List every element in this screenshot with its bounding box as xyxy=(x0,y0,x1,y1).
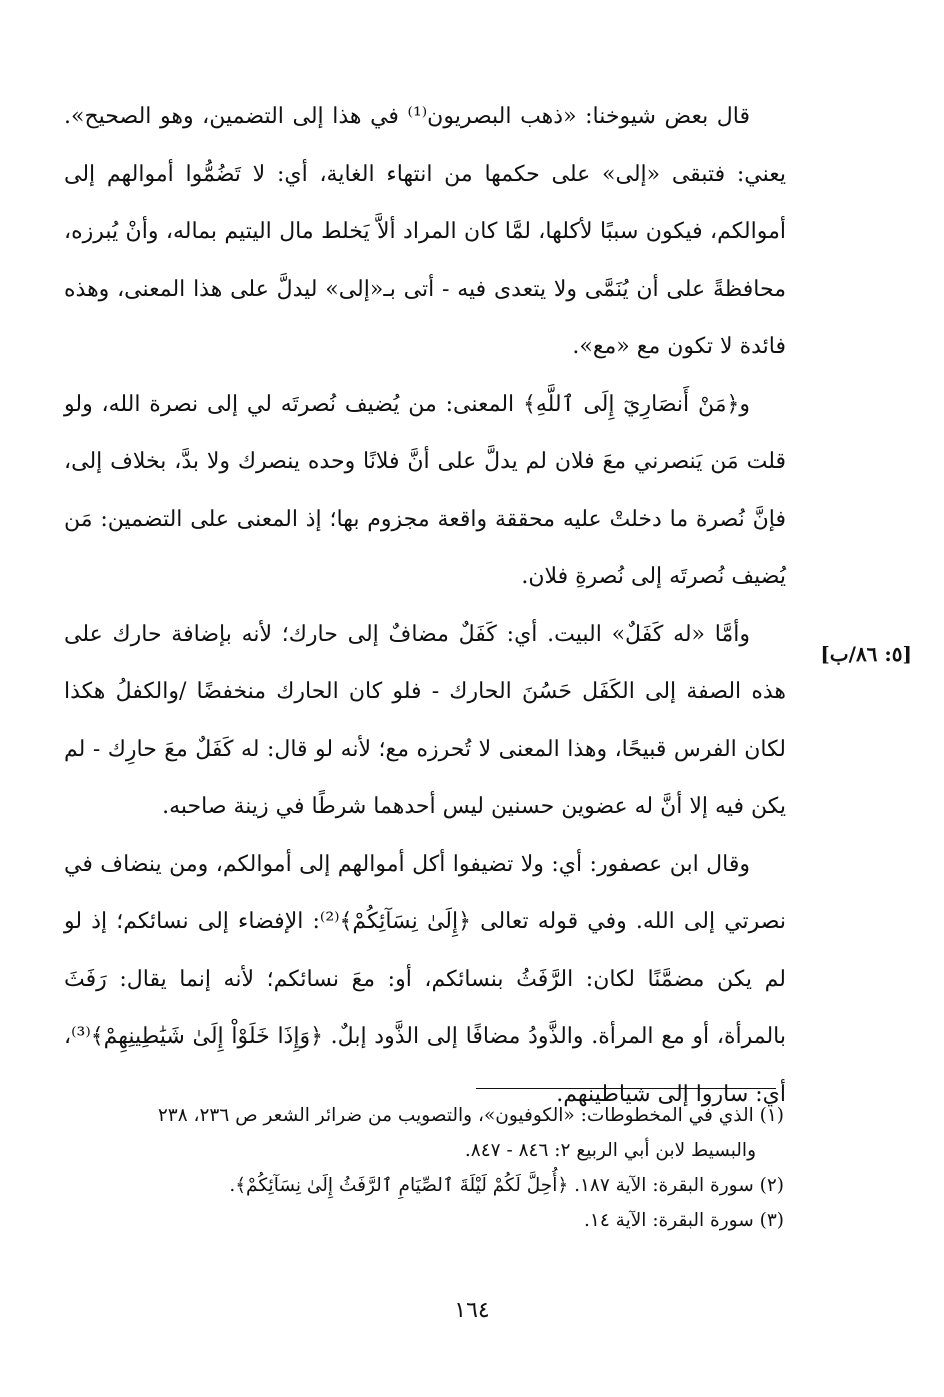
main-text xyxy=(64,88,786,1123)
footnote-3: (٣) سورة البقرة: الآية ١٤. xyxy=(584,1210,784,1231)
footnotes xyxy=(70,1098,784,1238)
margin-note: [٥: ٨٦/ب] xyxy=(820,642,912,666)
page-number: ١٦٤ xyxy=(454,1298,490,1323)
paragraph-2: و﴿مَنْ أَنصَارِيٓ إِلَى ٱللَّهِ﴾ المعنى: من يُضيف نُصرتَه لي إلى نصرة الله، ولو قلت مَن يَنصرني معَ فلان لم يدلَّ على أنَّ فلانًا وحده ينصرك ولا بدَّ، بخلاف إلى، فإنَّ نُصرة ما دخلتْ عليه محققة واقعة مجزوم بها؛ إذ المعنى على التضمين: مَن يُضيف نُصرتَه إلى نُصرةِ فلان. xyxy=(64,391,786,589)
paragraph-3: وأمَّا «له كَفَلٌ» البيت. أي: كَفَلٌ مضافٌ إلى حارك؛ لأنه بإضافة حارك على هذه الصفة إلى الكَفَل حَسُنَ الحارك - فلو كان الحارك منخفضًا /والكفلُ هكذا لكان الفرس قبيحًا، وهذا المعنى لا تُحرزه مع؛ لأنه لو قال: له كَفَلٌ معَ حارِك - لم يكن فيه إلا أنَّ له عضوين حسنين ليس أحدهما شرطًا في زينة صاحبه. xyxy=(64,621,786,819)
paragraph-4: وقال ابن عصفور: أي: ولا تضيفوا أكل أموالهم إلى أموالكم، ومن ينضاف في نصرتي إلى الله. وفي قوله تعالى ﴿إِلَىٰ نِسَآئِكُمْ﴾⁽²⁾: الإفضاء إلى نسائكم؛ إذ لو لم يكن مضمَّنًا لكان: الرَّفَثُ بنسائكم، أو: معَ نسائكم؛ لأنه إنما يقال: رَفَثَ بالمرأة، أو مع المرأة. والذَّودُ مضافًا إلى الذَّود إبلٌ. ﴿وَإِذَا خَلَوْاْ إِلَىٰ شَيَٰطِينِهِمْ﴾⁽³⁾، أي: ساروا إلى شياطينهم. xyxy=(64,851,786,1107)
paragraph-1: قال بعض شيوخنا: «ذهب البصريون⁽¹⁾ في هذا إلى التضمين، وهو الصحيح». يعني: فتبقى «إلى» على حكمها من انتهاء الغاية، أي: لا تَضُمُّوا أموالهم إلى أموالكم، فيكون سببًا لأكلها، لمَّا كان المراد ألاَّ يَخلط مال اليتيم بماله، وأنْ يُبرزه، محافظةً على أن يُنَمَّى ولا يتعدى فيه - أتى بـ«إلى» ليدلَّ على هذا المعنى، وهذه فائدة لا تكون مع «مع». xyxy=(64,104,786,359)
footnote-2: (٢) سورة البقرة: الآية ١٨٧. ﴿أُحِلَّ لَكُمْ لَيْلَةَ ٱلصِّيَامِ ٱلرَّفَثُ إِلَىٰ نِسَآئِكُمْ﴾. xyxy=(229,1175,784,1196)
footnote-separator xyxy=(476,1088,776,1089)
footnote-1-continuation: والبسيط لابن أبي الربيع ٢: ٨٤٦ - ٨٤٧. xyxy=(464,1140,756,1161)
footnote-1: (١) الذي في المخطوطات: «الكوفيون»، والتصويب من ضرائر الشعر ص ٢٣٦، ٢٣٨ xyxy=(157,1105,784,1126)
